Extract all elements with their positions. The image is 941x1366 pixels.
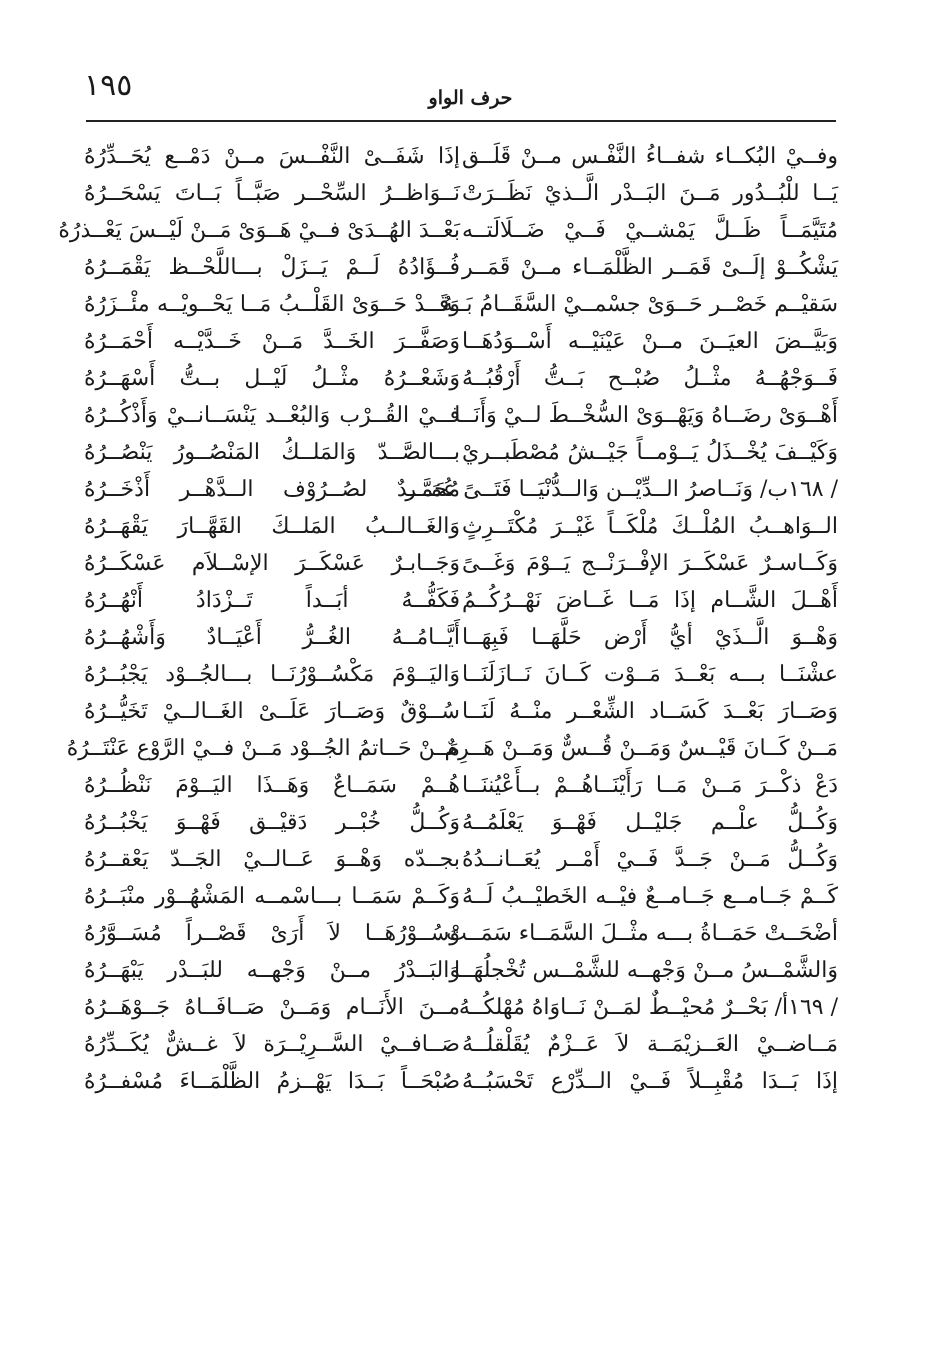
verse-line: مَــنْ حَــاتمُ الجُــوْد مَــنْ فــيْ الرَّوْع عَنْتَــرُهُ [66,736,460,761]
running-head-title: حرف الواو [428,87,513,109]
verse-line: هُــمْ سَمَــاعٌ وَهَــذَا اليَــوْمَ نَنْظُــرُهُ [84,773,460,798]
verse-line: أَيَّــامُــهُ الغُــرُّ أَعْيَــادٌ وَأَشْهُــرُهُ [84,625,460,650]
verse-line: سُــوْقٌ وَصَــارَ عَلَــىْ الغَــالــيْ تَخَيُّــرُهُ [84,699,460,724]
verse-line: الــوَاهــبُ المُلْــكَ مُلْكَــاً غَيْــرَ مُكْتَــرِثٍ [462,514,838,539]
verse-line: وفــيْ البُكــاء شفــاءُ النَّفْـس مــنْ قَلَــق [462,144,838,169]
verse-line: نَــوَاظــرُ السِّحْــر صَبَّــاً بَــاتَ يَسْحَــرُهُ [84,181,460,206]
verse-line: وَقَــدْ حَــوَىْ القَلْــبُ مَــا يَحْــويْــه مئْــزَرُهُ [84,292,460,317]
verse-line: وَكَــمْ سَمَــا بـــاسْمــه المَشْهُــوْر منْبَــرُهُ [84,884,460,909]
verse-line: وَكُــلُّ مَــنْ جَــدَّ فَــيْ أَمْــر يُعَــانــدُهُ [462,847,838,872]
verse-line: وَسُــوْرُهَــا لاَ أَرَىْ قَصْــراً مُسَــوَّرُهُ [84,921,460,946]
verse-line: وَكُــلُّ خُبْــر دَقيْــق فَهْــوَ يَخْبُــرُهُ [84,810,460,835]
verse-line: أَهْــوَىْ رضَــاهُ وَيَهْــوَىْ السُّخْــطَ لــيْ وَأَنَــا [454,403,838,428]
verse-line: وَجَــابـرٌ عَسْكَــرَ الإسْــلاَم عَسْكَــرُهُ [84,551,460,576]
verse-line: / ١٦٩أ/ بَحْــرٌ مُحيْــطٌ لمَــنْ نَــاوَاهُ مُهْلكُــهُ [458,995,838,1020]
verse-line: بَعْــدَ الهُــدَىْ فــيْ هَــوَىْ مَــنْ لَيْــسَ يَعْــذرُهُ [58,218,460,243]
verse-line: فُــؤَادُهُ لَــمْ يَــزَلْ بـــاللَّحْــظ يَقْمَــرُهُ [84,255,460,280]
verse-line: وَهْــوَ الَّــذَيْ أيُّ أَرْض حَلَّهَــا فَبِهَــا [462,625,838,650]
verse-line: صُبْحَــاً بَــدَا يَهْــزمُ الظَّلْمَــاءَ مُسْفــرُهُ [84,1069,460,1094]
verse-line: وَالغَــالــبُ المَلــكَ القَهَّــارَ يَقْهَــرُهُ [84,514,460,539]
verse-line: وَالشَّمْــسُ مــنْ وَجْهــه للشَّمْــس تُخْجلُهَــا [454,958,838,983]
verse-line: مُتَيَّمَــاً ظَــلَّ يَمْشــيْ فَــيْ ضَــلَالَتــه [462,218,838,243]
verse-line: سَقيْــم خَصْــر حَــوَىْ جسْمــيْ السَّقَــامُ بَــهُ [441,292,838,317]
verse-line: مَــنْ كَــانَ قَيْــسٌ وَمَــنْ قُــسٌّ وَمَــنْ هَــرِمٌ [444,736,838,761]
verse-line: يَــا للْبُــدُور مَــنَ البَــدْر الَّــذيْ نَظَــرَتْ [462,181,838,206]
verse-line: وَبَيَّــضَ العيَــنَ مــنْ عَيْنَيْــه أَسْــوَدُهَــا [462,329,838,354]
verse-line: مــنَ الأَنَــام وَمَــنْ صَــافَــاهُ جَــوْهَــرُهُ [84,995,460,1020]
verse-column-right [405,138,838,1100]
page-number: ١٩٥ [84,68,133,103]
verse-line: بـــالصَّــدّ وَالمَلــكُ المَنْصُــورُ يَنْصُــرُهُ [84,440,460,465]
verse-line: فَــوَجْهُــهُ مثْــلُ صُبْــح بَــتُّ أَرْقُبُــهُ [462,366,838,391]
verse-line: صَــافــيْ السَّــرِيْــرَة لاَ غــشٌّ يُكَــدِّرُهُ [84,1032,460,1057]
verse-line: أَهْــلَ الشَّــام إذَا مَــا غَــاضَ نَهْــرُكُــمُ [462,588,838,613]
verse-line: فــيْ القُــرْب وَالبُعْــد يَنْسَــانــيْ وَأَذْكُــرُهُ [84,403,460,428]
verse-line: مَــاضــيْ العَــزيْمَــة لاَ عَــزْمٌ يُقَلْقلُــهُ [462,1032,838,1057]
verse-line: بجــدّه وَهْــوَ عَــالــيْ الجَــدّ يَعْقــرُهُ [84,847,460,872]
verse-line: وَكَــاسـرٌ عَسْكَــرَ الإفْــرَنْــج يَــوْمَ وَغَــىً [462,551,838,576]
verse-line: وَصَــارَ بَعْــدَ كَسَــاد الشِّعْــر منْــهُ لَنَــا [462,699,838,724]
verse-line: وَاليَــوْمَ مَكْسُــوْرُنَــا بـــالجُــوْد يَجْبُــرُهُ [84,662,460,687]
verse-line: وَكَيْــفَ يُخْــذَلُ يَــوْمــاً جَيْــشُ مُصْطَبــريْ [462,440,838,465]
verse-line: فَكَفُّــهُ أبَــداً تَــزْدَادُ أَنْهُــرُهُ [84,588,460,613]
verse-line: وَصَفَّــرَ الخَــدَّ مَــنْ خَــدَّيْــه أَحْمَــرُهُ [84,329,460,354]
verse-line: مُحَمَّــدٌ لصُــرُوْف الــدَّهْــر أَذْخَــرُهُ [84,477,460,502]
verse-line: دَعْ ذكْــرَ مَــنْ مَــا رَأَيْنَــاهُــمْ بــأَعْيُننَــا [462,773,838,798]
verse-line: أضْحَــتْ حَمَــاةُ بـــه مثْــلَ السَّمَــاء سَمَــتْ [446,921,838,946]
verse-line: يَشْكُــوْ إلَــىْ قَمَــر الظَّلْمَــاء مــنْ قَمَــر [462,255,838,280]
header-rule [86,120,836,122]
verse-line: وَالبَــدْرُ مــنْ وَجْهــه للبَــدْر يَبْهَــرُهُ [84,958,460,983]
verse-line: إذَا شَفَــىْ النَّفْــسَ مــنْ دَمْــع يُحَــدِّرُهُ [84,144,460,169]
verse-line: عشْنَــا بـــه بَعْــدَ مَــوْت كَــانَ نَــازَلَنَــا [462,662,838,687]
verse-line: وَكُــلُّ علْــم جَليْــل فَهْــوَ يَعْلَمُــهُ [462,810,838,835]
verse-line: / ١٦٨ب/ وَنَــاصرُ الــدِّيْــن وَالــدُّنْيَــا فَتَــىً عُمَــر [405,477,838,502]
verse-line: وَشَعْــرُهُ مثْــلُ لَيْــل بــتُّ أَسْهَــرُهُ [84,366,460,391]
verse-line: كَــمْ جَــامــع جَــامــعٌ فيْــه الخَطيْــبُ لَــهُ [462,884,838,909]
verse-line: إذَا بَــدَا مُقْبِــلاً فَــيْ الــدِّرْع تَحْسَبُــهُ [462,1069,838,1094]
verse-column-left [58,138,460,1100]
